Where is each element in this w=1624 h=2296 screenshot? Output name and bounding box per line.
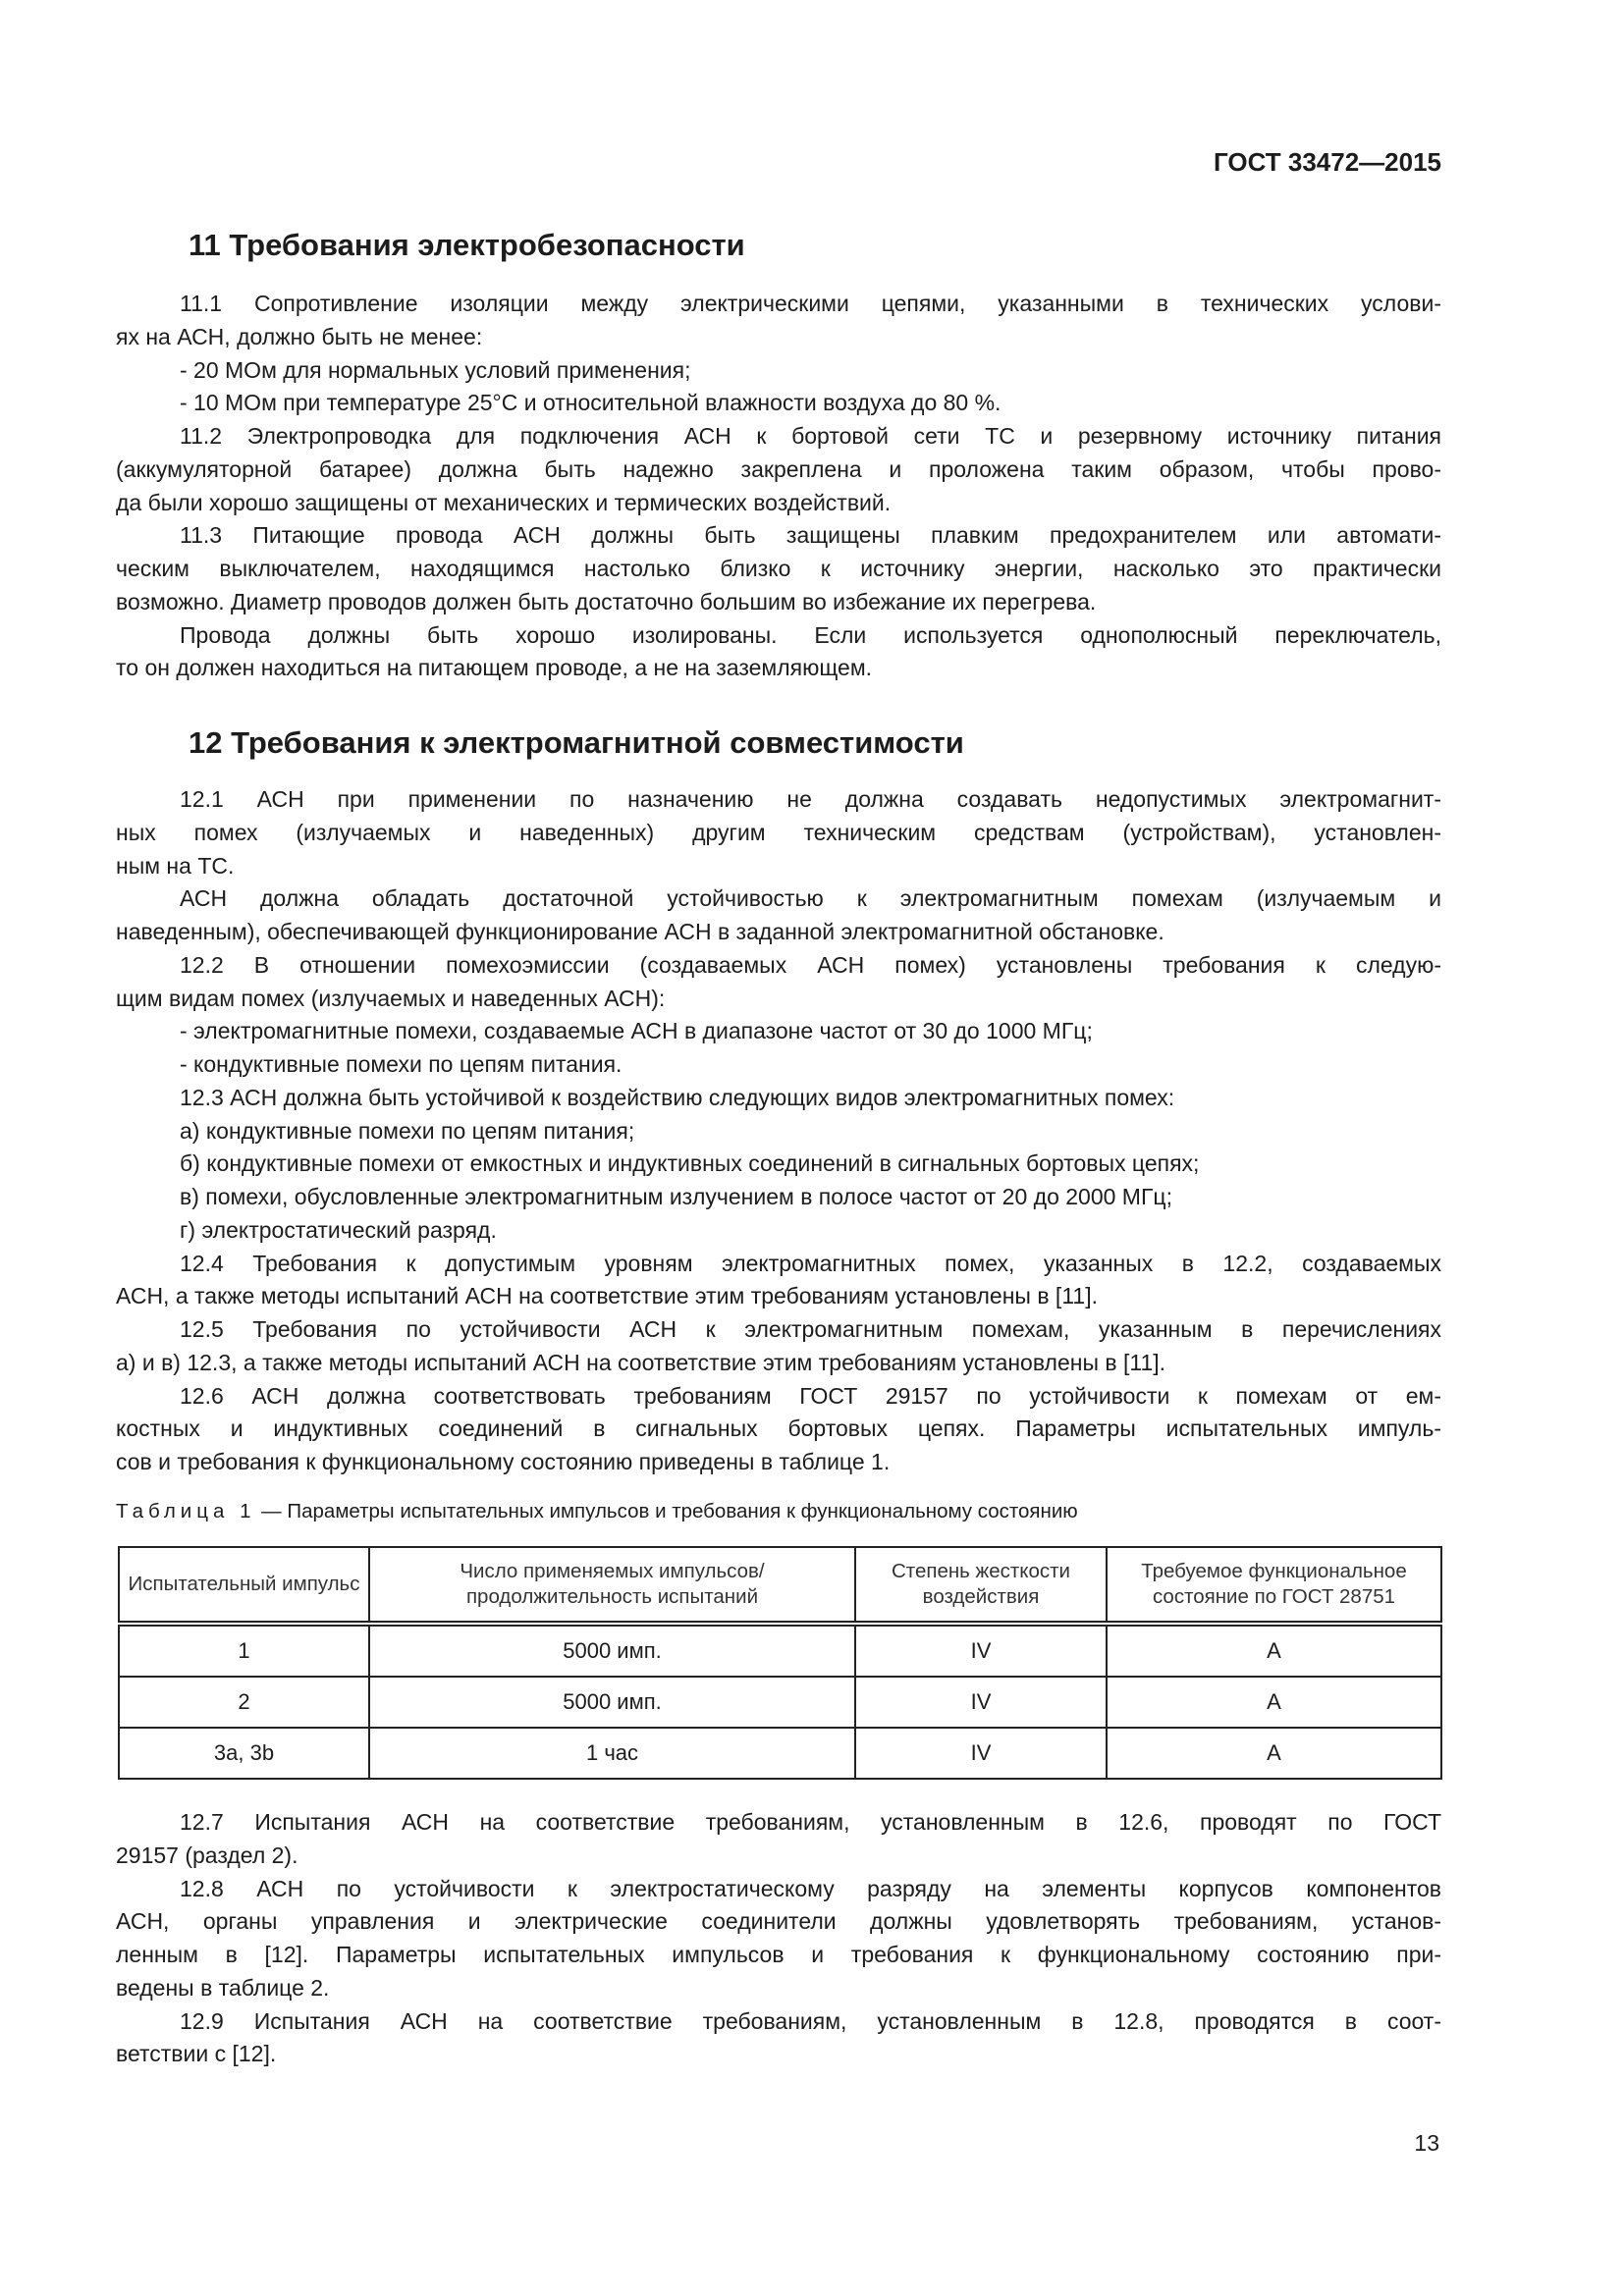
paragraph [116, 2005, 1441, 2072]
paragraph [116, 783, 1441, 882]
paragraph [116, 519, 1441, 618]
column-header: Число применяемых импульсов/продолжительность испытаний [369, 1547, 855, 1624]
page-number: 13 [1414, 2130, 1439, 2156]
text-line: 12.2 В отношении помехоэмиссии (создаваемых АСН помех) установлены требования к следую- [180, 951, 1441, 978]
section-11-heading: 11 Требования электробезопасности [189, 228, 745, 262]
text-line: 12.1 АСН при применении по назначению не должна создавать недопустимых электромагнит- [180, 786, 1441, 812]
table-1 [118, 1546, 1442, 1780]
text-line: 12.3 АСН должна быть устойчивой к воздействию следующих видов электромагнитных помех: [180, 1084, 1175, 1110]
text-line: 12.5 Требования по устойчивости АСН к электромагнитным помехам, указанным в перечислениях [180, 1316, 1441, 1342]
text-line: - 10 МОм при температуре 25°С и относительной влажности воздуха до 80 %. [180, 390, 1001, 416]
text-line: возможно. Диаметр проводов должен быть достаточно большим во избежание их перегрева. [116, 588, 1097, 614]
text-line: АСН, органы управления и электрические соединители должны удовлетворять требованиям, установ- [116, 1908, 1441, 1935]
text-line: 11.2 Электропроводка для подключения АСН к бортовой сети ТС и резервному источнику питания [180, 423, 1441, 449]
table-1-caption [116, 1500, 1078, 1523]
table-cell: А [1107, 1728, 1441, 1779]
text-line: 11.3 Питающие провода АСН должны быть защищены плавким предохранителем или автомати- [180, 522, 1441, 549]
table-row [119, 1677, 1441, 1728]
text-line: наведенным), обеспечивающей функционирование АСН в заданной электромагнитной обстановке. [116, 919, 1164, 944]
table-cell: IV [855, 1624, 1107, 1677]
paragraph [116, 1148, 1441, 1181]
paragraph [116, 387, 1441, 420]
column-header: Требуемое функциональное состояние по ГОСТ 28751 [1107, 1547, 1441, 1624]
text-line: 12.9 Испытания АСН на соответствие требованиям, установленным в 12.8, проводятся в соот- [180, 2007, 1441, 2034]
text-line: 11.1 Сопротивление изоляции между электрическими цепями, указанными в технических услови- [180, 291, 1441, 316]
table-header-row [119, 1547, 1441, 1624]
text-line: г) электростатический разряд. [180, 1216, 497, 1243]
text-line: то он должен находиться на питающем проводе, а не на заземляющем. [116, 655, 873, 681]
paragraph [116, 420, 1441, 519]
text-line: (аккумуляторной батарее) должна быть надежно закреплена и проложена таким образом, чтобы прово- [116, 455, 1441, 482]
text-line: ческим выключателем, находящимся настолько близко к источнику энергии, насколько это практически [116, 556, 1441, 581]
text-line: ленным в [12]. Параметры испытательных импульсов и требования к функциональному состоянию при- [116, 1942, 1441, 1967]
section-12-heading: 12 Требования к электромагнитной совместимости [189, 725, 964, 760]
paragraph [116, 1115, 1441, 1148]
text-line: а) кондуктивные помехи по цепям питания; [180, 1117, 635, 1144]
text-line: 12.7 Испытания АСН на соответствие требованиям, установленным в 12.6, проводят по ГОСТ [180, 1809, 1441, 1835]
table-label: Таблица 1 [116, 1500, 256, 1522]
text-line: ветствии с [12]. [116, 2041, 277, 2067]
text-line: - кондуктивные помехи по цепям питания. [180, 1051, 623, 1077]
table-row [119, 1624, 1441, 1677]
paragraph [116, 882, 1441, 949]
paragraph [116, 619, 1441, 686]
table-row [119, 1728, 1441, 1779]
text-line: б) кондуктивные помехи от емкостных и индуктивных соединений в сигнальных бортовых цепях; [180, 1150, 1200, 1177]
text-line: а) и в) 12.3, а также методы испытаний АСН на соответствие этим требованиям установлены в [11]. [116, 1349, 1166, 1375]
section-12-body [116, 783, 1441, 1479]
text-line: да были хорошо защищены от механических и термических воздействий. [116, 489, 892, 515]
text-line: сов и требования к функциональному состоянию приведены в таблице 1. [116, 1449, 891, 1474]
table-cell: IV [855, 1677, 1107, 1728]
paragraph [116, 1082, 1441, 1115]
text-line: АСН должна обладать достаточной устойчивостью к электромагнитным помехам (излучаемым и [180, 885, 1441, 912]
table-cell: 1 [119, 1624, 369, 1677]
text-line: в) помехи, обусловленные электромагнитным излучением в полосе частот от 20 до 2000 МГц; [180, 1184, 1172, 1209]
paragraph [116, 1313, 1441, 1380]
text-line: ных помех (излучаемых и наведенных) другим техническим средствам (устройствам), установлен- [116, 819, 1441, 845]
text-line: 12.8 АСН по устойчивости к электростатическому разряду на элементы корпусов компонентов [180, 1875, 1441, 1901]
paragraph [116, 354, 1441, 388]
text-line: 29157 (раздел 2). [116, 1842, 298, 1868]
paragraph [116, 288, 1441, 354]
column-header: Испытательный импульс [119, 1547, 369, 1624]
table-caption-text: — Параметры испытательных импульсов и требования к функциональному состоянию [255, 1500, 1078, 1522]
text-line: 12.4 Требования к допустимым уровням электромагнитных помех, указанных в 12.2, создаваемых [180, 1250, 1441, 1276]
paragraph [116, 1048, 1441, 1082]
table-cell: 5000 имп. [369, 1677, 855, 1728]
text-line: костных и индуктивных соединений в сигнальных бортовых цепях. Параметры испытательных импуль- [116, 1415, 1441, 1442]
paragraph [116, 1873, 1441, 2005]
table-cell: IV [855, 1728, 1107, 1779]
text-line: 12.6 АСН должна соответствовать требованиям ГОСТ 29157 по устойчивости к помехам от ем- [180, 1382, 1441, 1409]
text-line: ведены в таблице 2. [116, 1974, 330, 2001]
text-line: ях на АСН, должно быть не менее: [116, 323, 483, 349]
text-line: АСН, а также методы испытаний АСН на соответствие этим требованиям установлены в [11]. [116, 1283, 1098, 1309]
after-table-body [116, 1806, 1441, 2071]
section-11-body [116, 288, 1441, 685]
paragraph [116, 1015, 1441, 1048]
text-line: - электромагнитные помехи, создаваемые АСН в диапазоне частот от 30 до 1000 МГц; [180, 1018, 1093, 1044]
paragraph [116, 1181, 1441, 1214]
table-cell: 1 час [369, 1728, 855, 1779]
document-id-header: ГОСТ 33472—2015 [1214, 147, 1441, 177]
paragraph [116, 949, 1441, 1016]
paragraph [116, 1248, 1441, 1314]
text-line: Провода должны быть хорошо изолированы. Если используется однополюсный переключатель, [180, 621, 1441, 648]
table-cell: А [1107, 1677, 1441, 1728]
column-header: Степень жесткости воздействия [855, 1547, 1107, 1624]
text-line: ным на ТС. [116, 852, 235, 879]
paragraph [116, 1380, 1441, 1479]
table-cell: 5000 имп. [369, 1624, 855, 1677]
text-line: щим видам помех (излучаемых и наведенных АСН): [116, 985, 666, 1011]
paragraph [116, 1806, 1441, 1873]
table-cell: 3а, 3b [119, 1728, 369, 1779]
table-cell: 2 [119, 1677, 369, 1728]
paragraph [116, 1214, 1441, 1248]
table-cell: А [1107, 1624, 1441, 1677]
text-line: - 20 МОм для нормальных условий применения; [180, 356, 691, 383]
